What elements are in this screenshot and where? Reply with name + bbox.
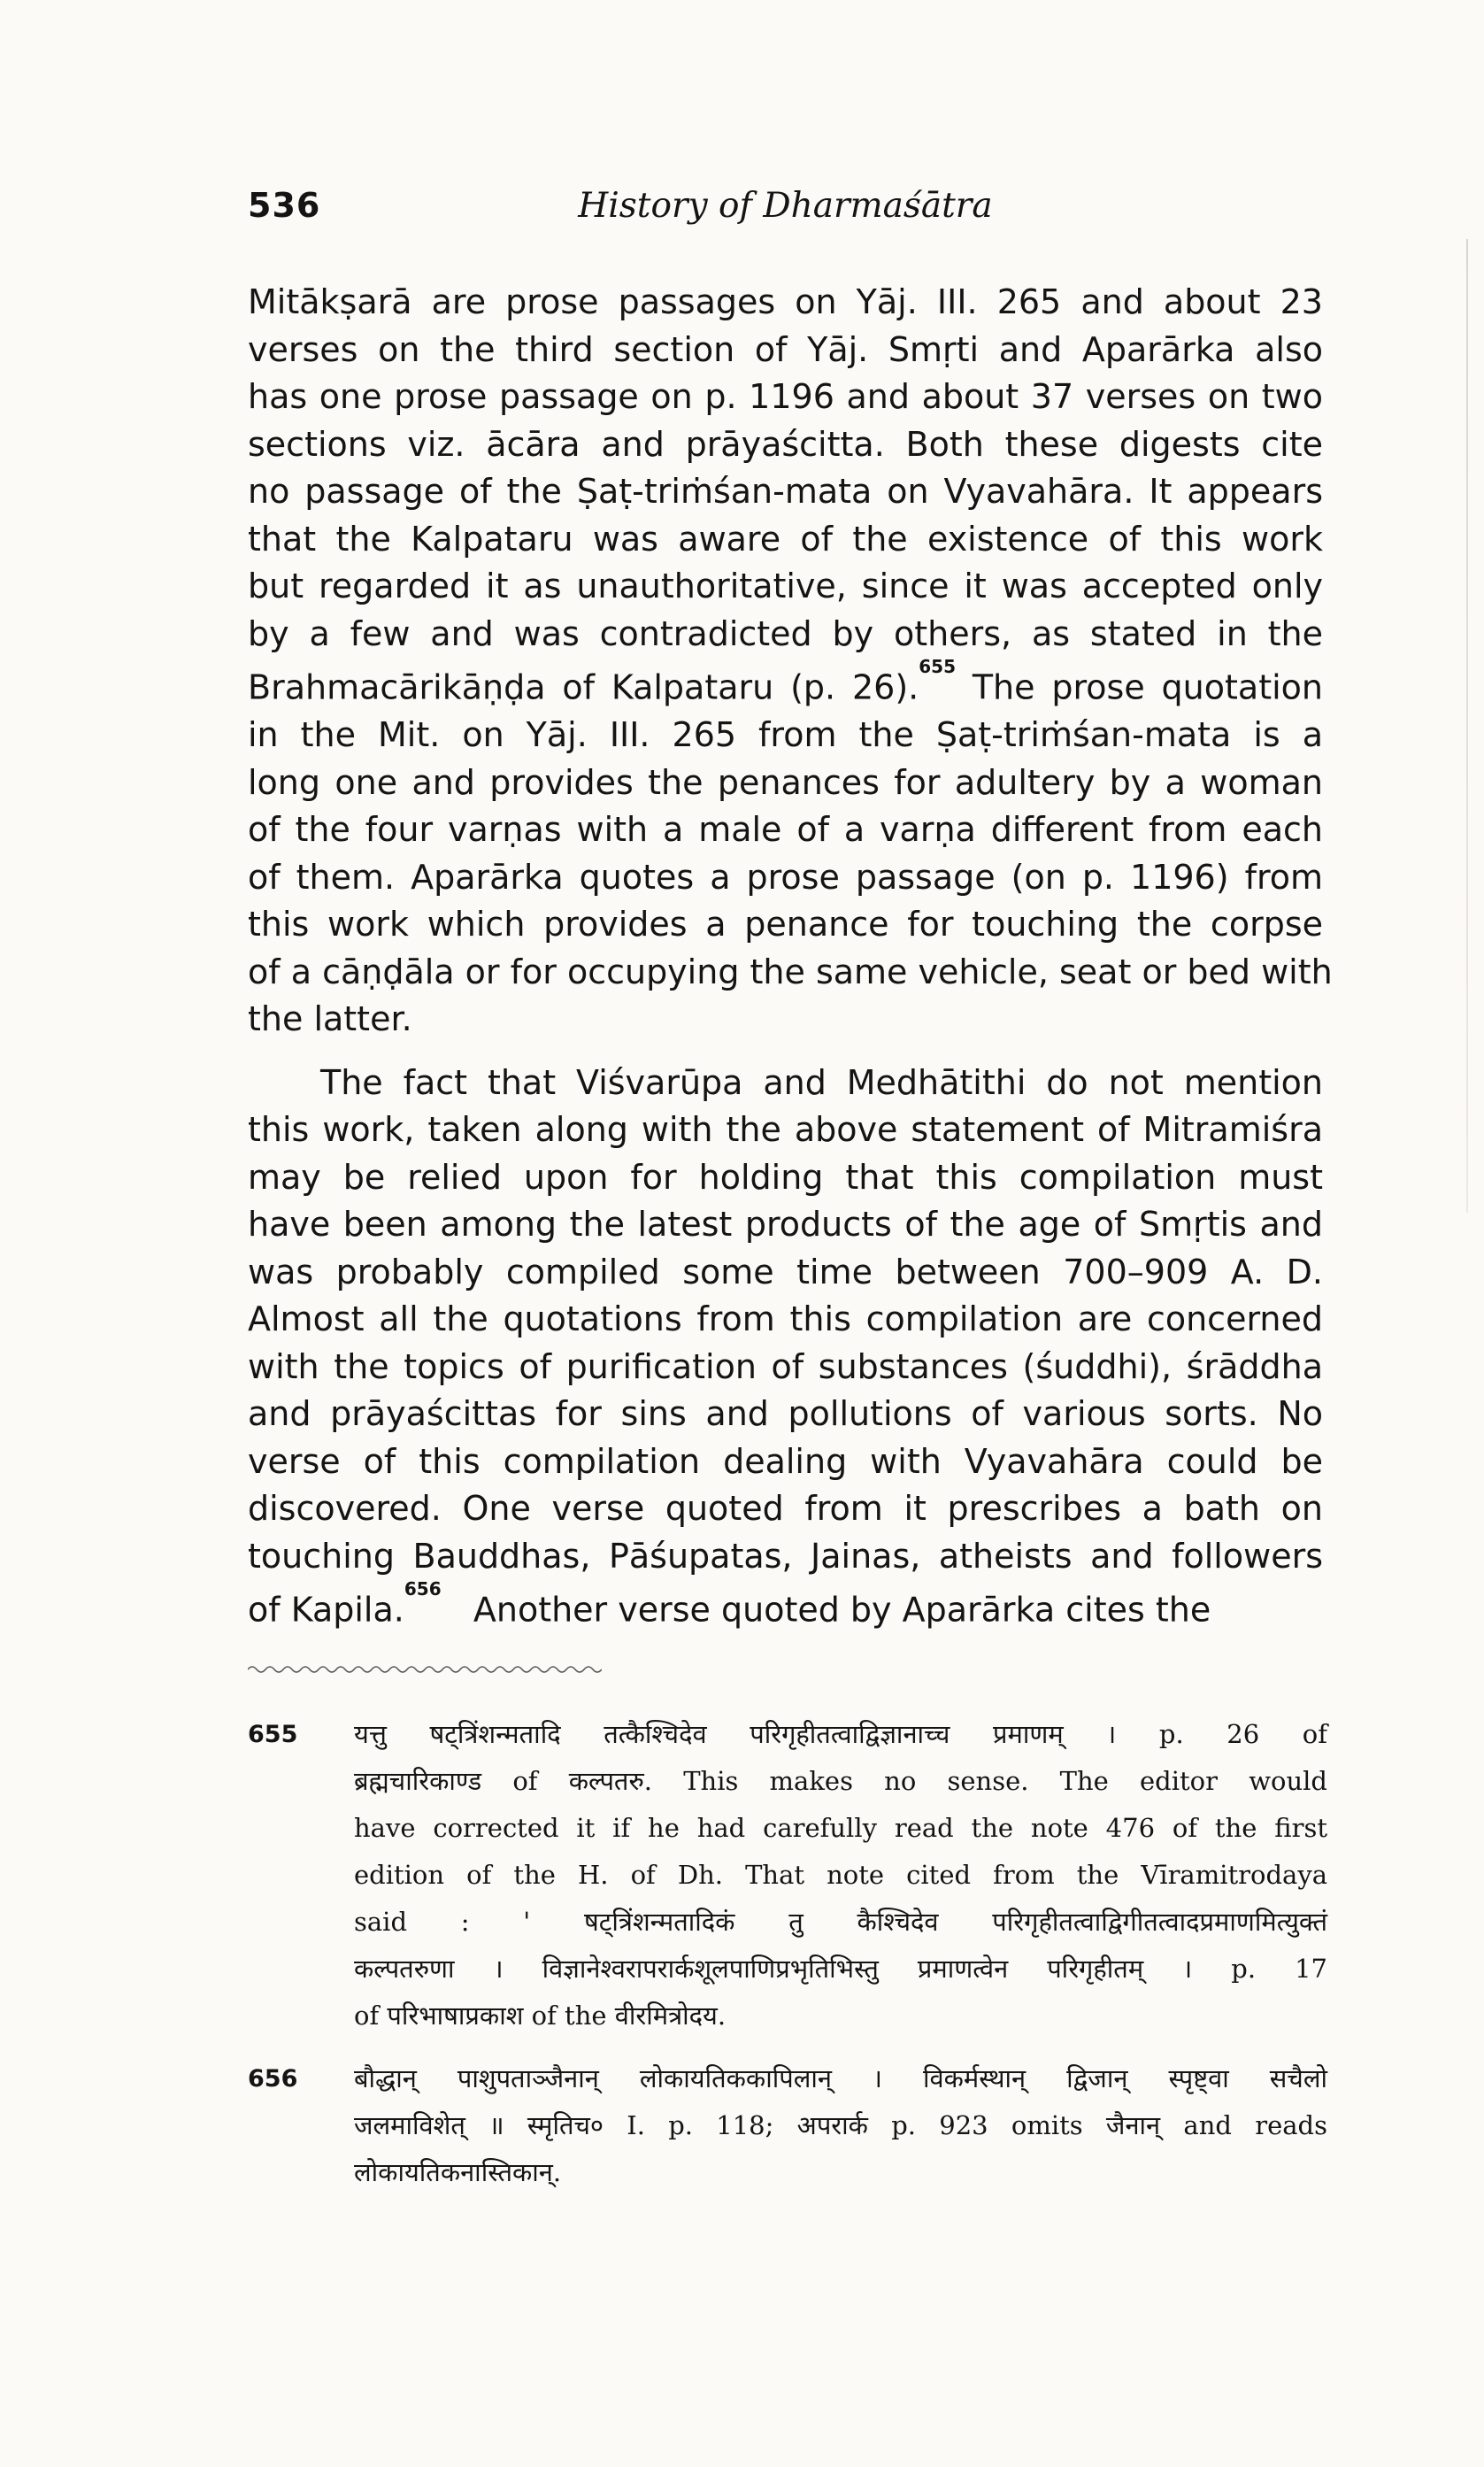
text-line: touching Bauddhas, Pāśupatas, Jainas, atheists and followers [248, 1536, 1323, 1576]
footnote-ref-656[interactable]: 656 [404, 1578, 442, 1600]
text-line: of a cāṇḍāla or for occupying the same vehicle, seat or bed with [248, 952, 1333, 991]
footnote-656 [248, 2055, 1327, 2196]
text-line: this work, taken along with the above statement of Mitramiśra [248, 1110, 1323, 1150]
text-segment: Another verse quoted by Aparārka cites the [473, 1590, 1211, 1630]
footnote-number: 656 [248, 2065, 298, 2093]
text-line: the latter. [248, 999, 412, 1039]
text-line: and prāyaścittas for sins and pollutions of various sorts. No [248, 1394, 1323, 1434]
text-line: sections viz. ācāra and prāyaścitta. Both these digests cite [248, 424, 1323, 464]
footnote-line: of परिभाषाप्रकाश of the वीरमित्रोदय. [354, 2001, 727, 2031]
text-line: that the Kalpataru was aware of the existence of this work [248, 519, 1323, 559]
footnotes [248, 1711, 1327, 2212]
running-title: History of Dharmaśātra [578, 186, 993, 226]
main-text [248, 279, 1333, 1634]
text-line: of them. Aparārka quotes a prose passage (on p. 1196) from [248, 857, 1323, 897]
paragraph-1 [248, 279, 1333, 1044]
text-segment: The prose quotation [955, 667, 1323, 707]
text-segment: of Kapila. [248, 1590, 404, 1630]
text-line: The fact that Viśvarūpa and Medhātithi do not mention [320, 1062, 1323, 1102]
text-line: verse of this compilation dealing with Vyavahāra could be [248, 1441, 1323, 1481]
text-line: verses on the third section of Yāj. Smṛti and Aparārka also [248, 329, 1323, 369]
page-header [248, 186, 1323, 239]
text-line: this work which provides a penance for touching the corpse [248, 905, 1323, 944]
text-line: have been among the latest products of the age of Smṛtis and [248, 1205, 1323, 1245]
page-number: 536 [248, 186, 321, 225]
text-line: has one prose passage on p. 1196 and about 37 verses on two [248, 377, 1323, 416]
footnote-line: edition of the H. of Dh. That note cited from the Vīramitrodaya [354, 1860, 1327, 1890]
footnote-line: ब्रह्मचारिकाण्ड of कल्पतरु. This makes no sense. The editor would [354, 1766, 1327, 1796]
footnote-line: कल्पतरुणा । विज्ञानेश्वरापरार्कशूलपाणिप्रभृतिभिस्तु प्रमाणत्वेन परिगृहीतम् । p. 17 [354, 1954, 1327, 1984]
text-line: long one and provides the penances for adultery by a woman [248, 762, 1323, 802]
text-line: with the topics of purification of substances (śuddhi), śrāddha [248, 1346, 1323, 1386]
footnote-line: यत्तु षट्त्रिंशन्मतादि तत्कैश्चिदेव परिगृहीतत्वाद्विज्ञानाच्च प्रमाणम् । p. 26 of [354, 1719, 1327, 1749]
text-line: discovered. One verse quoted from it prescribes a bath on [248, 1489, 1323, 1529]
footnote-line: लोकायतिकनास्तिकान्. [354, 2157, 562, 2187]
text-line: of the four varṇas with a male of a varṇa different from each [248, 810, 1323, 850]
text-line: by a few and was contradicted by others, as stated in the [248, 613, 1323, 653]
text-line: may be relied upon for holding that this compilation must [248, 1157, 1323, 1197]
footnote-line: have corrected it if he had carefully read the note 476 of the first [354, 1813, 1327, 1843]
footnote-line: said : ' षट्त्रिंशन्मतादिकं तु कैश्चिदेव परिगृहीतत्वाद्विगीतत्वादप्रमाणमित्युक्तं [354, 1907, 1327, 1937]
text-segment: Brahmacārikāṇḍa of Kalpataru (p. 26). [248, 667, 919, 707]
footnote-line: बौद्धान् पाशुपताञ्जैनान् लोकायतिककापिलान् । विकर्मस्थान् द्विजान् स्पृष्ट्वा सचैलो [354, 2063, 1327, 2093]
text-line-with-footnote [248, 1580, 1323, 1634]
footnote-655 [248, 1711, 1327, 2039]
footnote-line: जलमाविशेत् ॥ स्मृतिच० I. p. 118; अपरार्क p. 923 omits जैनान् and reads [354, 2110, 1327, 2140]
text-line: in the Mit. on Yāj. III. 265 from the Ṣaṭ-triṁśan-mata is a [248, 715, 1323, 755]
text-line: no passage of the Ṣaṭ-triṁśan-mata on Vyavahāra. It appears [248, 472, 1323, 511]
text-line: Mitākṣarā are prose passages on Yāj. III. 265 and about 23 [248, 282, 1323, 321]
scan-edge-shadow [1466, 239, 1468, 1213]
footnote-ref-655[interactable]: 655 [919, 656, 956, 677]
text-line: Almost all the quotations from this compilation are concerned [248, 1299, 1323, 1339]
text-line: was probably compiled some time between 700–909 A. D. [248, 1252, 1323, 1291]
paragraph-2 [248, 1060, 1323, 1635]
text-line-with-footnote [248, 658, 1323, 712]
footnote-number: 655 [248, 1721, 298, 1748]
text-line: but regarded it as unauthoritative, since it was accepted only [248, 567, 1323, 605]
footnote-separator [248, 1664, 602, 1675]
